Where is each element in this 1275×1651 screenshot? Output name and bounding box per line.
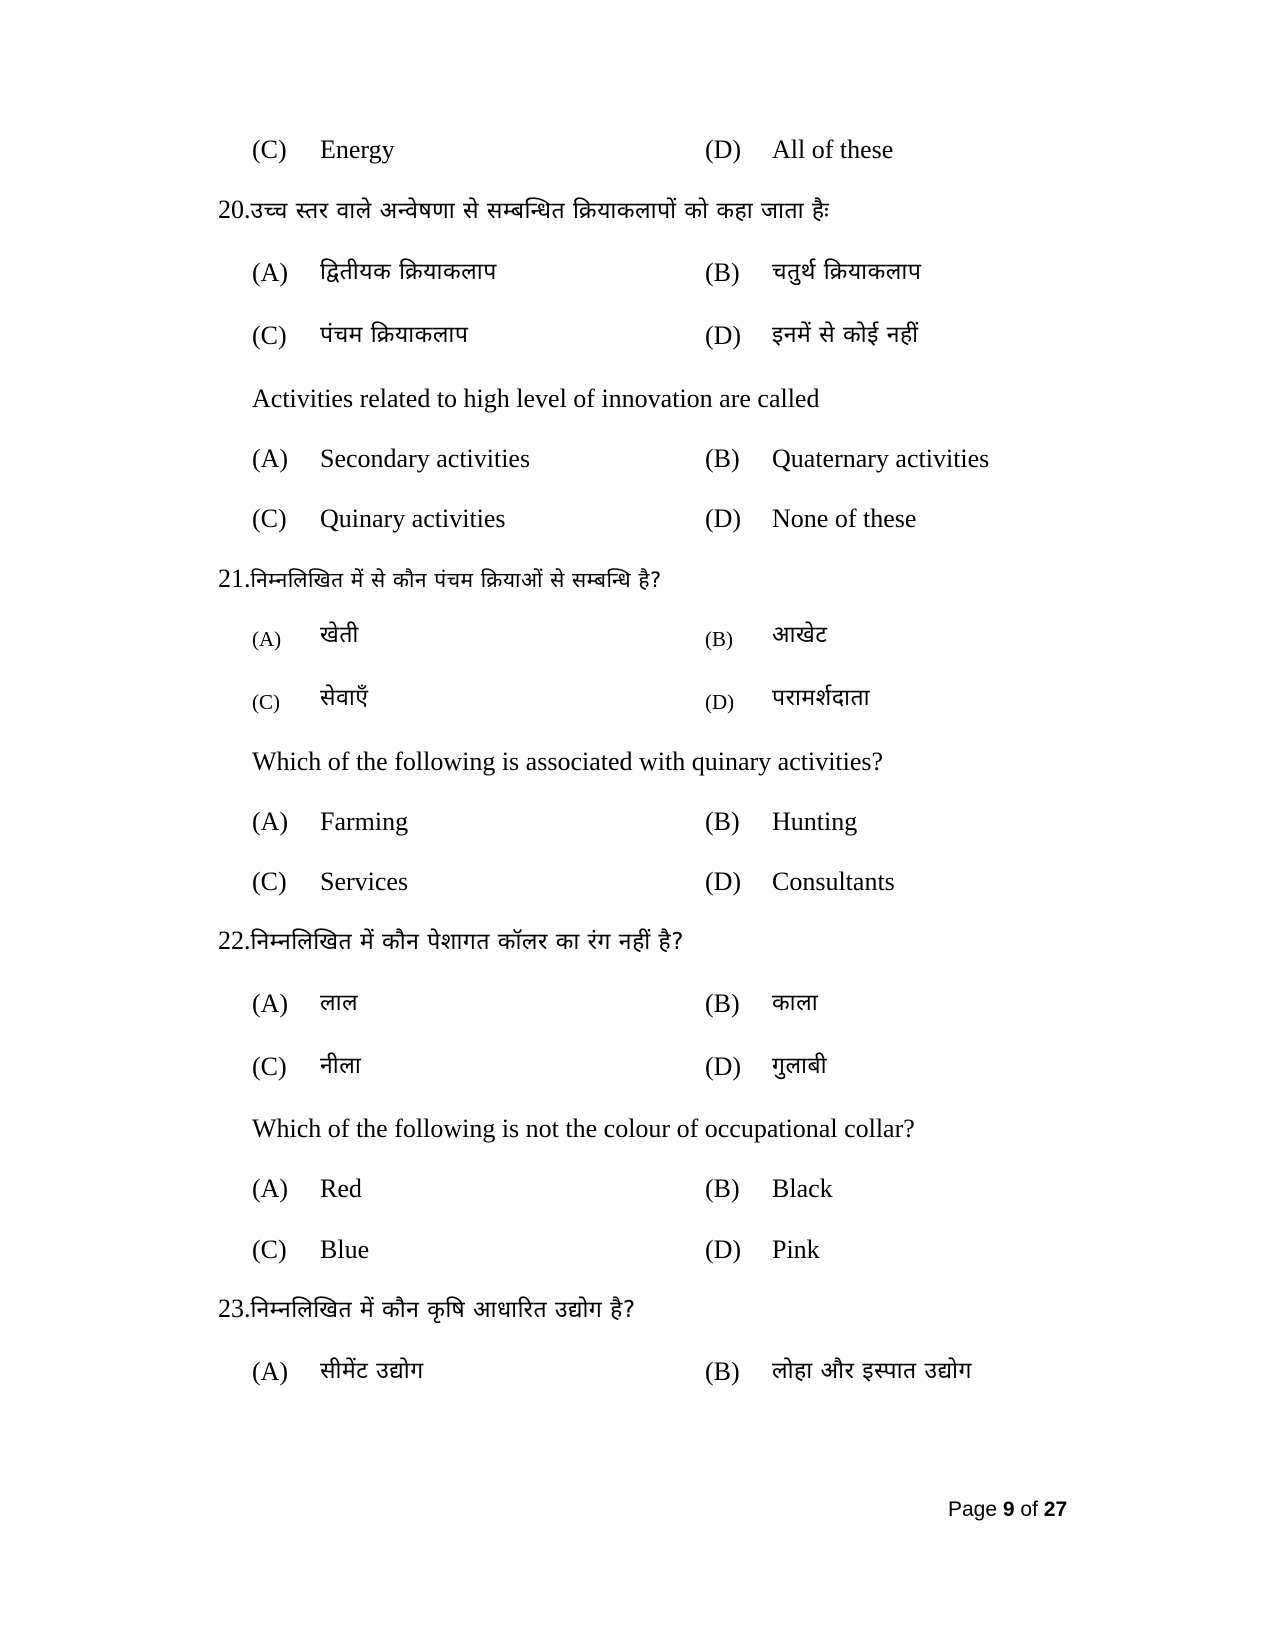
option-b: (B) [705,627,733,651]
option-c-text: Services [320,867,409,896]
option-a: (A) [252,1357,289,1386]
option-c: (C) [252,867,287,896]
option-a-text: Farming [320,807,409,836]
option-d-text: All of these [772,135,894,164]
page-word: Page [948,1498,998,1521]
question-20-english: Activities related to high level of innovation are called [252,384,820,413]
option-d-text: गुलाबी [772,1053,828,1079]
current-page: 9 [1002,1498,1015,1521]
option-d-text: इनमें से कोई नहीं [772,322,919,348]
option-b: (B) [705,1357,740,1386]
option-b-text: लोहा और इस्पात उद्योग [772,1358,972,1384]
question-text-hindi: निम्नलिखित में कौन पेशागत कॉलर का रंग नहीं है? [250,929,684,955]
question-number: 22. [218,926,251,955]
of-word: of [1020,1498,1038,1521]
option-d: (D) [705,504,742,533]
question-text-hindi: निम्नलिखित में से कौन पंचम क्रियाओं से सम्बन्धि है? [250,568,662,592]
option-d-text: Consultants [772,867,895,896]
option-c-text: Quinary activities [320,504,506,533]
option-b: (B) [705,1174,740,1203]
option-a-text: सीमेंट उद्योग [320,1358,424,1384]
question-22-hindi [218,926,684,957]
option-b: (B) [705,444,740,473]
option-c: (C) [252,135,287,164]
option-a: (A) [252,989,289,1018]
option-c-text: सेवाएँ [320,685,369,711]
option-d-text: Pink [772,1235,820,1264]
option-b-text: Quaternary activities [772,444,990,473]
option-b: (B) [705,807,740,836]
total-pages: 27 [1043,1498,1068,1521]
option-a-text: लाल [320,990,359,1016]
option-c-text: Energy [320,135,395,164]
option-c: (C) [252,690,280,714]
option-d: (D) [705,135,742,164]
option-c-text: पंचम क्रियाकलाप [320,322,469,348]
option-d: (D) [705,321,742,350]
option-a: (A) [252,258,289,287]
question-23-hindi [218,1294,636,1325]
option-d: (D) [705,1235,742,1264]
option-b-text: Hunting [772,807,858,836]
option-b-text: Black [772,1174,833,1203]
option-c: (C) [252,1052,287,1081]
option-a: (A) [252,807,289,836]
option-a: (A) [252,444,289,473]
question-number: 23. [218,1294,251,1323]
option-d: (D) [705,867,742,896]
question-number: 21. [218,564,251,593]
option-b-text: चतुर्थ क्रियाकलाप [772,259,922,285]
option-a-text: खेती [320,622,359,648]
option-d: (D) [705,690,735,714]
question-number: 20. [218,195,251,224]
option-a: (A) [252,1174,289,1203]
question-21-hindi [218,564,662,595]
option-c-text: Blue [320,1235,370,1264]
option-d-text: None of these [772,504,917,533]
question-21-english: Which of the following is associated with quinary activities? [252,747,884,776]
option-a-text: Red [320,1174,362,1203]
question-text-hindi: निम्नलिखित में कौन कृषि आधारित उद्योग है? [250,1297,636,1323]
option-c-text: नीला [320,1053,362,1079]
page-footer [948,1498,1067,1522]
option-b-text: काला [772,990,819,1016]
question-text-hindi: उच्च स्तर वाले अन्वेषणा से सम्बन्धित क्रियाकलापों को कहा जाता हैः [250,198,830,224]
option-b: (B) [705,258,740,287]
option-a: (A) [252,627,282,651]
option-b-text: आखेट [772,622,828,648]
option-a-text: Secondary activities [320,444,531,473]
option-a-text: द्वितीयक क्रियाकलाप [320,259,497,285]
option-c: (C) [252,504,287,533]
question-20-hindi [218,195,829,226]
question-22-english: Which of the following is not the colour of occupational collar? [252,1114,915,1143]
option-c: (C) [252,1235,287,1264]
option-b: (B) [705,989,740,1018]
option-d-text: परामर्शदाता [772,685,871,711]
option-d: (D) [705,1052,742,1081]
option-c: (C) [252,321,287,350]
